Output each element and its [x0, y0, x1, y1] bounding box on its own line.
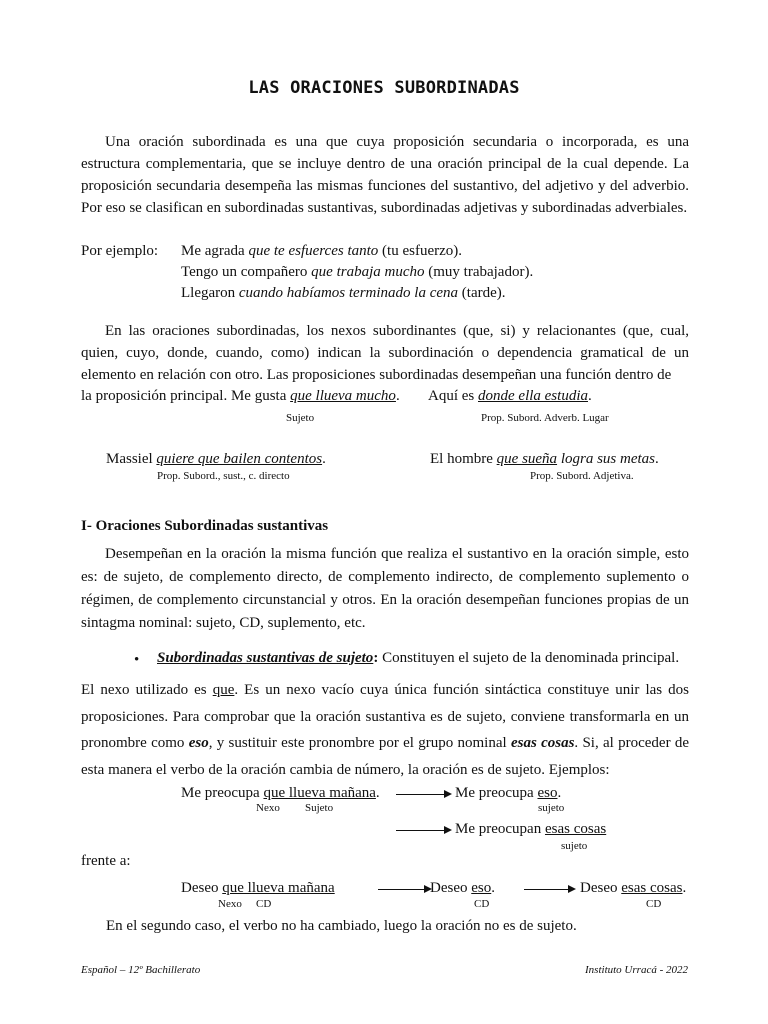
preocupa-text: Me preocupa [181, 785, 264, 801]
sujeto-text-2: . Es un nexo vacío cuya única función sintáctica constituye unir las dos proposiciones. Para comprobar que la oración sustantiva es de sujeto, conviene transformarla en un pronombre como [81, 682, 690, 751]
bullet-line [157, 650, 679, 667]
result-2 [455, 821, 606, 838]
massiel-period: . [322, 451, 326, 467]
example-1 [181, 243, 462, 260]
label-sujeto: Sujeto [286, 412, 315, 424]
preocupa-subordinate: que llueva mañana [263, 785, 376, 801]
deseo-eso-text: Deseo [430, 880, 472, 896]
aqui-text: Aquí es [428, 388, 478, 404]
arrow-right-icon [524, 889, 574, 890]
label-cd-2: CD [474, 898, 490, 910]
example-2-subordinate: que trabaja mucho [311, 264, 425, 280]
deseo-cosas [580, 880, 686, 897]
label-nexo-2: Nexo [218, 898, 242, 910]
massiel-text: Massiel [106, 451, 157, 467]
page-title: LAS ORACIONES SUBORDINADAS [248, 78, 520, 98]
hombre-predicate: logra sus metas [557, 451, 655, 467]
sujeto-paragraph [81, 677, 689, 783]
label-sujeto-2: sujeto [538, 802, 565, 814]
example-1-text: Me agrada [181, 243, 249, 259]
section-paragraph: Desempeñan en la oración la misma función que realiza el sustantivo en la oración simple, esto es: de sujeto, de complemento directo, de complemento indirecto, de complemento suplemento o régimen, de complemento circunstancial y otros. En la oración desempeñan funciones propias de un sintagma nominal: sujeto, CD, suplemento, etc. [81, 546, 689, 631]
label-cd-1: CD [256, 898, 272, 910]
result-2-text: Me preocupan [455, 821, 545, 837]
deseo-text: Deseo [181, 880, 223, 896]
deseo-cosas-period: . [682, 880, 687, 896]
aqui-example [428, 388, 592, 405]
nexos-paragraph: En las oraciones subordinadas, los nexos subordinantes (que, si) y relacionantes (que, cual, quien, cuyo, donde, cuando, como) indican la subordinación o dependencia gramatical de un elemento en relación con otro. Las proposiciones subordinadas desempeñan una función dentro de [81, 323, 689, 383]
group-esas-cosas: esas cosas [510, 735, 575, 751]
example-3-text: Llegaron [181, 285, 239, 301]
gusta-subordinate: que llueva mucho [290, 388, 396, 404]
gusta-period: . [395, 388, 400, 404]
footer-subject: Español [81, 964, 118, 976]
nexo-que: que [212, 682, 235, 698]
bullet-colon: : [373, 650, 379, 666]
arrow-right-icon [378, 889, 430, 890]
result-1-period: . [557, 785, 562, 801]
example-3-subordinate: cuando habíamos terminado la cena [238, 285, 459, 301]
label-cd-3: CD [646, 898, 662, 910]
sujeto-text-1: El nexo utilizado es [81, 682, 213, 698]
label-sujeto-1: Sujeto [305, 802, 334, 814]
label-massiel: Prop. Subord., sust., c. directo [157, 470, 290, 482]
massiel-example [106, 451, 326, 468]
pronoun-eso: eso [188, 735, 209, 751]
gusta-example [81, 388, 400, 405]
result-1-text: Me preocupa [455, 785, 538, 801]
example-3 [181, 285, 506, 302]
example-1-gloss: (tu esfuerzo). [378, 243, 463, 259]
preocupa-example [181, 785, 380, 802]
intro-paragraph: Una oración subordinada es una que cuya proposición secundaria o incorporada, es una estructura complementaria, que se incluye dentro de una oración principal de la cual depende. La proposición secundaria desempeña las mismas funciones del sustantivo, del adjetivo y del adverbio. Por eso se clasifican en subordinadas sustantivas, subordinadas adjetivas y subordinadas adverbiales. [81, 134, 689, 216]
deseo-example [181, 880, 335, 897]
deseo-cosas-group: esas cosas [621, 880, 683, 896]
deseo-subordinate: que llueva mañana [222, 880, 335, 896]
arrow-right-icon [396, 830, 450, 831]
aqui-period: . [587, 388, 592, 404]
deseo-eso [430, 880, 495, 897]
footer-left [81, 964, 200, 976]
example-2 [181, 264, 533, 281]
bullet-rest: Constituyen el sujeto de la denominada principal. [378, 650, 680, 666]
label-nexo: Nexo [256, 802, 280, 814]
conclusion: En el segundo caso, el verbo no ha cambiado, luego la oración no es de sujeto. [106, 918, 577, 934]
deseo-eso-period: . [491, 880, 495, 896]
section-heading: I- Oraciones Subordinadas sustantivas [81, 518, 329, 534]
example-label: Por ejemplo: [81, 243, 159, 259]
example-3-gloss: (tarde). [458, 285, 506, 301]
example-2-gloss: (muy trabajador). [424, 264, 534, 280]
sujeto-text-3: , y sustituir este pronombre por el grupo nominal [208, 735, 511, 751]
gusta-text: la proposición principal. Me gusta [81, 388, 291, 404]
footer-right: Instituto Urracá - 2022 [585, 964, 688, 976]
label-lugar: Prop. Subord. Adverb. Lugar [481, 412, 609, 424]
hombre-period: . [655, 451, 659, 467]
label-sujeto-3: sujeto [561, 840, 588, 852]
aqui-subordinate: donde ella estudia [478, 388, 588, 404]
deseo-cosas-text: Deseo [580, 880, 622, 896]
bullet-title: Subordinadas sustantivas de sujeto [157, 650, 374, 666]
footer-grade: – 12º Bachillerato [119, 964, 201, 976]
deseo-eso-pronoun: eso [471, 880, 492, 896]
example-2-text: Tengo un compañero [181, 264, 312, 280]
result-2-esas-cosas: esas cosas [544, 821, 607, 837]
frente-a: frente a: [81, 853, 131, 869]
hombre-example [430, 451, 659, 468]
sujeto-text-4: . Si, al proceder de esta manera el verbo de la oración cambia de número, la oración es de sujeto. Ejemplos: [81, 735, 690, 778]
hombre-subordinate: que sueña [496, 451, 558, 467]
preocupa-period: . [375, 785, 380, 801]
hombre-text: El hombre [430, 451, 497, 467]
arrow-right-icon [396, 794, 450, 795]
massiel-subordinate: quiere que bailen contentos [156, 451, 323, 467]
result-1-eso: eso [537, 785, 558, 801]
label-hombre: Prop. Subord. Adjetiva. [530, 470, 634, 482]
result-1 [455, 785, 561, 802]
example-1-subordinate: que te esfuerces tanto [248, 243, 379, 259]
bullet-marker: • [134, 652, 140, 668]
